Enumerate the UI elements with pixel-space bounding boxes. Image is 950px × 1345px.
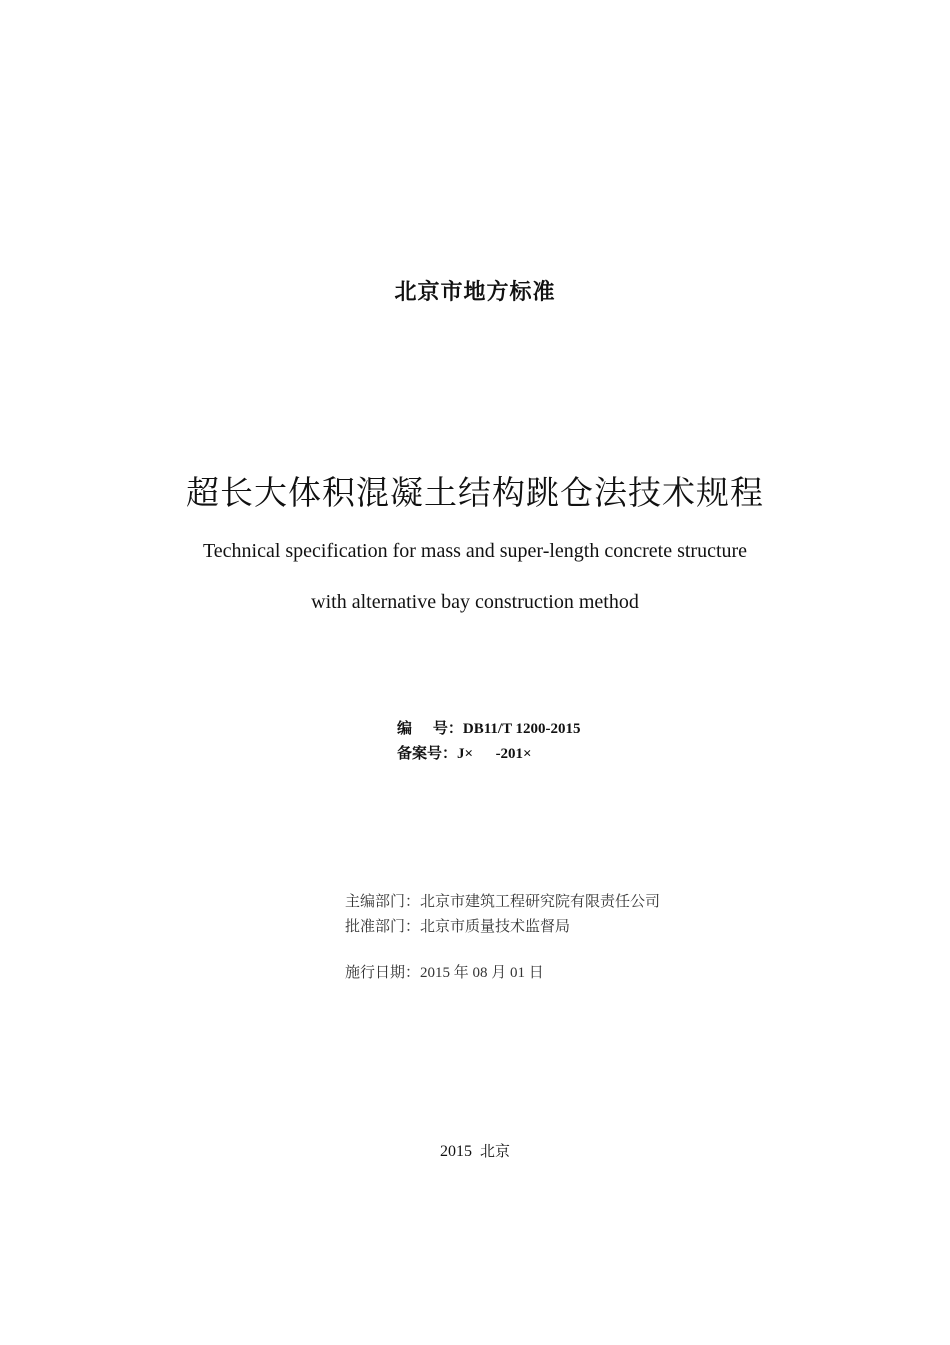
- standard-codes: [397, 716, 581, 766]
- record-number-value: J× -201×: [457, 746, 532, 762]
- approval-label: 批准部门：: [345, 917, 421, 935]
- effective-date-label: 施行日期：: [345, 963, 421, 981]
- chief-editor-label: 主编部门：: [345, 892, 421, 910]
- spacer: [345, 939, 660, 960]
- publication-city: 北京: [479, 1142, 510, 1160]
- document-title-english-line-2: with alternative bay construction method: [311, 591, 639, 613]
- record-number-row: [397, 741, 581, 766]
- approval-value: 北京市质量技术监督局: [420, 917, 571, 935]
- effective-date-value: 2015 年 08 月 01 日: [420, 965, 544, 981]
- document-title-english-line-1: Technical specification for mass and super-length concrete structure: [202, 540, 748, 562]
- document-title-chinese: 超长大体积混凝土结构跳仓法技术规程: [186, 473, 764, 512]
- record-number-label: 备案号：: [397, 744, 458, 762]
- chief-editor-row: [345, 889, 660, 914]
- standard-number-value: DB11/T 1200-2015: [462, 721, 581, 737]
- standard-type-heading: 北京市地方标准: [394, 280, 556, 305]
- effective-date-row: [345, 960, 660, 986]
- organization-info: [345, 889, 660, 986]
- standard-number-label: 编 号：: [397, 719, 463, 737]
- chief-editor-value: 北京市建筑工程研究院有限责任公司: [420, 892, 661, 910]
- standard-number-row: [397, 716, 581, 741]
- publication-year: 2015: [439, 1143, 472, 1160]
- approval-row: [345, 914, 660, 939]
- publication-footer: [0, 1140, 950, 1161]
